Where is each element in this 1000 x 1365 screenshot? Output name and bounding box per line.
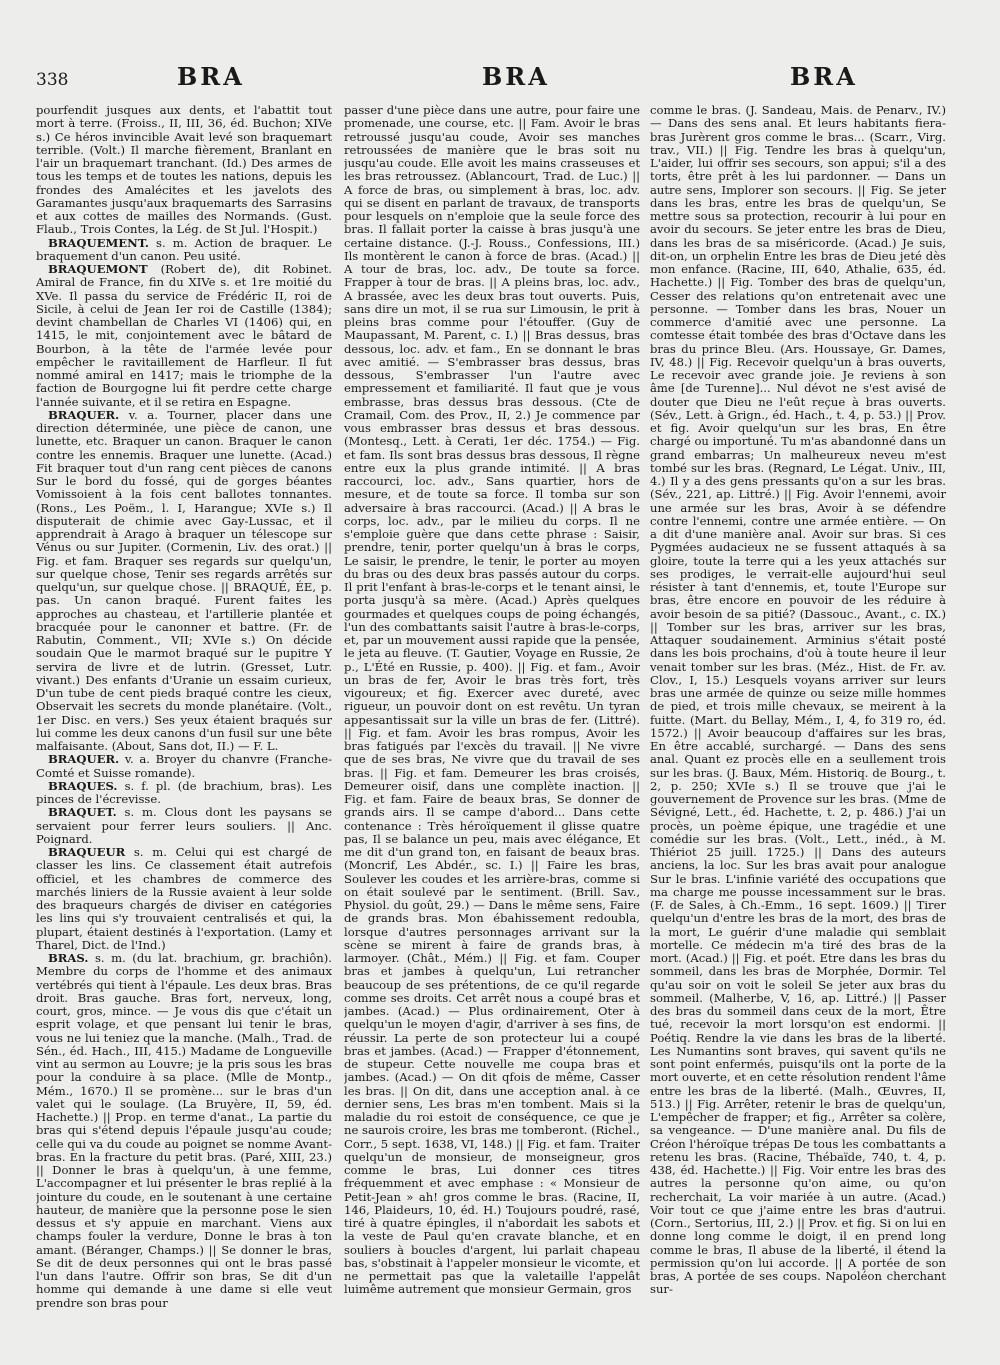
entry-headword: BRAS. <box>48 951 89 965</box>
entry-text: v. a. Broyer du chanvre (Franche-Comté et Suisse romande). <box>36 752 332 780</box>
dictionary-entry <box>36 237 332 264</box>
entry-text: s. f. pl. (de brachium, bras). Les pinces de l'écrevisse. <box>36 778 332 806</box>
headword-right: BRA <box>790 62 858 91</box>
dictionary-entry <box>36 753 332 780</box>
entry-continuation <box>36 104 332 237</box>
entry-headword: BRAQUEMENT. <box>48 235 149 250</box>
entry-continuation <box>650 104 946 1297</box>
entry-text: s. m. Celui qui est chargé de classer les lins. Ce classement était autrefois officiel, et les chambres de commerce des marchés liniers de la Russie avaient à leur solde des braqueurs chargés de diviser en catégories les lins qui s'y trouvaient centralisés et qui, la plupart, étaient destinés à l'exportation. (Lamy et Tharel, Dict. de l'Ind.) <box>36 845 332 952</box>
entry-continuation <box>344 104 640 1297</box>
dictionary-entry <box>36 846 332 952</box>
dictionary-entry <box>36 409 332 754</box>
entry-text: passer d'une pièce dans une autre, pour faire une promenade, une course, etc. || Fam. Avoir le bras retroussé jusqu'au coude, Avoir ses manches retroussées de manière que le bras soit nu jusqu'au coude. Elle avoit les mains crasseuses et les bras retroussez. (Ablancourt, Trad. de Luc.) || A force de bras, ou simplement à bras, loc. adv. qui se disent en parlant de travaux, de transports pour lesquels on n'emploie que la seule force des bras. Il fallait porter la caisse à bras jusqu'à une certaine distance. (J.-J. Rouss., Confessions, III.) Ils montèrent le canon à force de bras. (Acad.) || A tour de bras, loc. adv., De toute sa force. Frapper à tour de bras. || A pleins bras, loc. adv., A brassée, avec les deux bras tout ouverts. Puis, sans dire un mot, il se rua sur Limousin, le prit à pleins bras comme pour l'étouffer. (Guy de Maupassant, M. Parent, c. I.) || Bras dessus, bras dessous, loc. adv. et fam., En se donnant le bras avec amitié. — S'embrasser bras dessus, bras dessous, S'embrasser l'un l'autre avec empressement et familiarité. Il faut que je vous embrasse, bras dessus bras dessous. (Cte de Cramail, Com. des Prov., II, 2.) Je commence par vous embrasser bras dessus et bras dessous. (Montesq., Lett. à Cerati, 1er déc. 1754.) — Fig. et fam. Ils sont bras dessus bras dessous, Il règne entre eux la plus grande intimité. || A bras raccourci, loc. adv., Sans quartier, hors de mesure, et de toute sa force. Il tomba sur son adversaire à bras raccourci. (Acad.) || A bras le corps, loc. adv., par le milieu du corps. Il ne s'emploie guère que dans cette phrase : Saisir, prendre, tenir, porter quelqu'un à bras le corps, Le saisir, le prendre, le tenir, le porter au moyen du bras ou des deux bras passés autour du corps. Il prit l'enfant à bras-le-corps et le tenant ainsi, le porta jusqu'à sa mère. (Acad.) Après quelques gourmades et quelques coups de poing échangés, l'un des combattants saisit l'autre à bras-le-corps, et, par un mouvement aussi rapide que la pensée, le jeta au fleuve. (T. Gautier, Voyage en Russie, 2e p., L'Été en Russie, p. 400). || Fig. et fam., Avoir un bras de fer, Avoir le bras très fort, très vigoureux; et fig. Exercer avec dureté, avec rigueur, un pouvoir dont on est revêtu. Un tyran appesantissait sur la ville un bras de fer. (Littré). || Fig. et fam. Avoir les bras rompus, Avoir les bras fatigués par l'excès du travail. || Ne vivre que de ses bras, Ne vivre que du travail de ses bras. || Fig. et fam. Demeurer les bras croisés, Demeurer oisif, dans une complète inaction. || Fig. et fam. Faire de beaux bras, Se donner de grands airs. Il se campe d'abord... Dans cette contenance : Très héroïquement il glisse quatre pas, Il se balance un peu, mais avec élégance, Et me dit d'un grand ton, en faisant de beaux bras. (Moncrif, Les Abdér., sc. I.) || Faire les bras, Soulever les coudes et les arrière-bras, comme si on était soulevé par le sentiment. (Brill. Sav., Physiol. du goût, 29.) — Dans le même sens, Faire de grands bras. Mon ébahissement redoubla, lorsque d'autres personnages arrivant sur la scène se mirent à faire de grands bras, à larmoyer. (Chât., Mém.) || Fig. et fam. Couper bras et jambes à quelqu'un, Lui retrancher beaucoup de ses prétentions, de ce qu'il regarde comme ses droits. Cet arrêt nous a coupé bras et jambes. (Acad.) — Plus ordinairement, Oter à quelqu'un le moyen d'agir, d'arriver à ses fins, de réussir. La perte de son protecteur lui a coupé bras et jambes. (Acad.) — Frapper d'étonnement, de stupeur. Cette nouvelle me coupa bras et jambes. (Acad.) — On dit qfois de même, Casser les bras. || On dit, dans une acception anal. à ce dernier sens, Les bras m'en tombent. Mais si la maladie du roi estoit de conséquence, ce que je ne saurois croire, les bras me tomberont. (Richel., Corr., 5 sept. 1638, VI, 148.) || Fig. et fam. Traiter quelqu'un de monsieur, de monseigneur, gros comme le bras, Lui donner ces titres fréquemment et avec emphase : « Monsieur de Petit-Jean » ah! gros comme le bras. (Racine, II, 146, Plaideurs, 10, éd. H.) Toujours poudré, rasé, tiré à quatre épingles, il n'abordait les sabots et la veste de Paul qu'en cravate blanche, et en souliers à boucles d'argent, lui parlait chapeau bas, s'obstinait à l'appeler monsieur le vicomte, et ne permettait pas que la valetaille l'appelât luimême autrement que monsieur Germain, gros <box>344 104 640 1297</box>
dictionary-entry <box>36 952 332 1310</box>
entry-headword: BRAQUER. <box>48 407 120 422</box>
entry-text: comme le bras. (J. Sandeau, Mais. de Penarv., IV.) — Dans des sens anal. Et leurs habitants fiera-bras Jurèrent gros comme le bras... (Scarr., Virg. trav., VII.) || Fig. Tendre les bras à quelqu'un, L'aider, lui offrir ses secours, son appui; s'il a des torts, être prêt à les lui pardonner. — Dans un autre sens, Implorer son secours. || Fig. Se jeter dans les bras, entre les bras de quelqu'un, Se mettre sous sa protection, recourir à lui pour en avoir du secours. Se jeter entre les bras de Dieu, dans les bras de sa miséricorde. (Acad.) Je suis, dit-on, un orphelin Entre les bras de Dieu jeté dès mon enfance. (Racine, III, 640, Athalie, 635, éd. Hachette.) || Fig. Tomber des bras de quelqu'un, Cesser des relations qu'on entretenait avec une personne. — Tomber dans les bras, Nouer un commerce d'amitié avec une personne. La comtesse était tombée des bras d'Octave dans les bras du prince Bleu. (Ars. Houssaye, Gr. Dames, IV, 48.) || Fig. Recevoir quelqu'un à bras ouverts, Le recevoir avec grande joie. Je reviens à son âme [de Turenne]... Nul dévot ne s'est avisé de douter que Dieu ne l'eût reçue à bras ouverts. (Sév., Lett. à Grign., éd. Hach., t. 4, p. 53.) || Prov. et fig. Avoir quelqu'un sur les bras, En être chargé ou importuné. Tu m'as abandonné dans un grand embarras; Un malheureux neveu m'est tombé sur les bras. (Regnard, Le Légat. Univ., III, 4.) Il y a des gens pressants qu'on a sur les bras. (Sév., 221, ap. Littré.) || Fig. Avoir l'ennemi, avoir une armée sur les bras, Avoir à se défendre contre l'ennemi, contre une armée entière. — On a dit d'une manière anal. Avoir sur bras. Si ces Pygmées audacieux ne se fussent attaqués à sa gloire, toute la terre qui a les yeux attachés sur ses prodiges, le verrait-elle aujourd'hui seul résister à tant d'ennemis, et, toute l'Europe sur bras, être encore en pouvoir de les réduire à avoir besoin de sa pitié? (Dassouc., Avant., c. IX.) || Tomber sur les bras, arriver sur les bras, Attaquer soudainement. Arminius s'était posté dans les bois prochains, d'où à toute heure il leur venait tomber sur les bras. (Méz., Hist. de Fr. av. Clov., I, 15.) Lesquels voyans arriver sur leurs bras une armée de quinze ou seize mille hommes de pied, et trois mille chevaux, se meirent à la fuitte. (Mart. du Bellay, Mém., I, 4, fo 319 ro, éd. 1572.) || Avoir beaucoup d'affaires sur les bras, En être accablé, surchargé. — Dans des sens anal. Quant ez procès elle en a seullement trois sur les bras. (J. Baux, Mém. Historiq. de Bourg., t. 2, p. 250; XVIe s.) Il se trouve que j'ai le gouvernement de Provence sur les bras. (Mme de Sévigné, Lett., éd. Hachette, t. 2, p. 486.) J'ai un procès, un poème épique, une tragédie et une comédie sur les bras. (Volt., Lett., inéd., à M. Thiériot 25 juill. 1725.) || Dans des auteurs anciens, la loc. Sur les bras avait pour analogue Sur le bras. L'infinie variété des occupations que ma charge me pousse incessamment sur le bras. (F. de Sales, à Ch.-Emm., 16 sept. 1609.) || Tirer quelqu'un d'entre les bras de la mort, des bras de la mort, Le guérir d'une maladie qui semblait mortelle. Ce médecin m'a tiré des bras de la mort. (Acad.) || Fig. et poét. Etre dans les bras du sommeil, dans les bras de Morphée, Dormir. Tel qu'au soir on voit le soleil Se jeter aux bras du sommeil. (Malherbe, V, 16, ap. Littré.) || Passer des bras du sommeil dans ceux de la mort, Être tué, recevoir la mort lorsqu'on est endormi. || Poétiq. Rendre la vie dans les bras de la liberté. Les Numantins sont braves, qui savent qu'ils ne sont point enfermés, puisqu'ils ont la porte de la mort ouverte, et en cette résolution rendent l'âme entre les bras de la liberté. (Malh., Œuvres, II, 513.) || Fig. Arrêter, retenir le bras de quelqu'un, L'empêcher de frapper; et fig., Arrêter sa colère, sa vengeance. — D'une manière anal. Du fils de Créon l'héroïque trépas De tous les combattants a retenu les bras. (Racine, Thébaïde, 740, t. 4, p. 438, éd. Hachette.) || Fig. Voir entre les bras des autres la personne qu'on aime, ou qu'on recherchait, La voir mariée à un autre. (Acad.) Voir tout ce que j'aime entre les bras d'autrui. (Corn., Sertorius, III, 2.) || Prov. et fig. Si on lui en donne long comme le doigt, il en prend long comme le bras, Il abuse de la liberté, il étend la permission qu'on lui accorde. || A portée de son bras, A portée de ses coups. Napoléon cherchant sur- <box>650 104 946 1297</box>
page-number: 338 <box>36 70 69 90</box>
entry-text: s. m. Action de braquer. Le braquement d'un canon. Peu usité. <box>36 235 332 263</box>
entry-text: pourfendit jusques aux dents, et l'abattit tout mort à terre. (Froiss., II, III, 36, éd. Buchon; XIVe s.) Ce héros invincible Avait levé son braquemart terrible. (Volt.) Il marche fièrement, Branlant en l'air un braquemart tranchant. (Id.) Des armes de tous les temps et de toutes les nations, depuis les frondes des Amalécites et les javelots des Garamantes jusqu'aux braquemarts des Sarrasins et aux cottes de mailles des Normands. (Gust. Flaub., Trois Contes, la Lég. de St Jul. l'Hospit.) <box>36 104 332 237</box>
dictionary-entry <box>36 780 332 807</box>
entry-headword: BRAQUEUR <box>48 845 126 859</box>
running-header <box>0 62 1000 96</box>
entry-text: s. m. (du lat. brachium, gr. brachiôn). Membre du corps de l'homme et des animaux vertébrés qui tient à l'épaule. Les deux bras. Bras droit. Bras gauche. Bras fort, nerveux, long, court, gros, mince. — Je vous dis que c'était un esprit volage, et que pensant lui tenir le bras, vous ne lui teniez que la manche. (Malh., Trad. de Sén., éd. Hach., III, 415.) Madame de Longueville vint au sermon au Louvre; je la pris sous les bras pour la conduire à sa place. (Mlle de Montp., Mém., 1670.) Il se promène... sur le bras d'un valet qui le soulage. (La Bruyère, II, 59, éd. Hachette.) || Prop. en terme d'anat., La partie du bras qui s'étend depuis l'épaule jusqu'au coude; celle qui va du coude au poignet se nomme Avant-bras. En la fracture du petit bras. (Paré, XIII, 23.) || Donner le bras à quelqu'un, à une femme, L'accompagner et lui présenter le bras replié à la jointure du coude, en le soutenant à une certaine hauteur, de manière que la personne pose le sien dessus et s'y appuie en marchant. Viens aux champs fouler la verdure, Donne le bras à ton amant. (Béranger, Champs.) || Se donner le bras, Se dit de deux personnes qui ont le bras passé l'un dans l'autre. Offrir son bras, Se dit d'un homme qui demande à une dame si elle veut prendre son bras pour <box>36 951 332 1310</box>
column-left <box>36 104 332 1344</box>
entry-headword: BRAQUET. <box>48 805 117 820</box>
column-middle <box>344 104 640 1344</box>
entry-text: (Robert de), dit Robinet. Amiral de France, fin du XIVe s. et 1re moitié du XVe. Il passa du service de Frédéric II, roi de Sicile, à celui de Jean Ier roi de Castille (1384); devint chambellan de Charles VI (1406) qui, en 1415, le mit, conjointement avec le bâtard de Bourbon, à la tête de l'armée levée pour empêcher le ravitaillement de Harfleur. Il fut nommé amiral en 1417; mais le triomphe de la faction de Bourgogne lui fit perdre cette charge l'année suivante, et il se retira en Espagne. <box>36 262 332 409</box>
dictionary-entry <box>36 806 332 846</box>
entry-text: s. m. Clous dont les paysans se servaient pour ferrer leurs souliers. || Anc. Poignard. <box>36 805 332 846</box>
entry-headword: BRAQUEMONT <box>48 262 148 276</box>
entry-headword: BRAQUER. <box>48 752 120 767</box>
entry-text: v. a. Tourner, placer dans une direction déterminée, une pièce de canon, une lunette, etc. Braquer un canon. Braquer le canon contre les ennemis. Braquer une lunette. (Acad.) Fit braquer tout d'un rang cent pièces de canons Sur le bord du fossé, qui de gorges béantes Vomissoient à la fois cent ballotes tonnantes. (Rons., Les Poëm., l. I, Harangue; XVIe s.) Il disputerait de chimie avec Gay-Lussac, et il apprendrait à Arago à braquer un télescope sur Vénus ou sur Jupiter. (Cormenin, Liv. des orat.) || Fig. et fam. Braquer ses regards sur quelqu'un, sur quelque chose, Tenir ses regards arrêtés sur quelqu'un, sur quelque chose. || BRAQUÉ, ÉE, p. pas. Un canon braqué. Furent faites les approches au chasteau, et l'artillerie plantée et bracquée pour le canonner et battre. (Fr. de Rabutin, Comment., VII; XVIe s.) On décide soudain Que le marmot braqué sur le pupitre Y servira de livre et de lutrin. (Gresset, Lutr. vivant.) Des enfants d'Uranie un essaim curieux, D'un tube de cent pieds braqué contre les cieux, Observait les secrets du monde planétaire. (Volt., 1er Disc. en vers.) Ses yeux étaient braqués sur lui comme les deux canons d'un fusil sur une bête malfaisante. (About, Sans dot, II.) — F. L. <box>36 407 332 753</box>
headword-center: BRA <box>482 62 550 91</box>
headword-left: BRA <box>177 62 245 91</box>
entry-headword: BRAQUES. <box>48 778 118 793</box>
dictionary-entry <box>36 263 332 409</box>
column-right <box>650 104 946 1344</box>
